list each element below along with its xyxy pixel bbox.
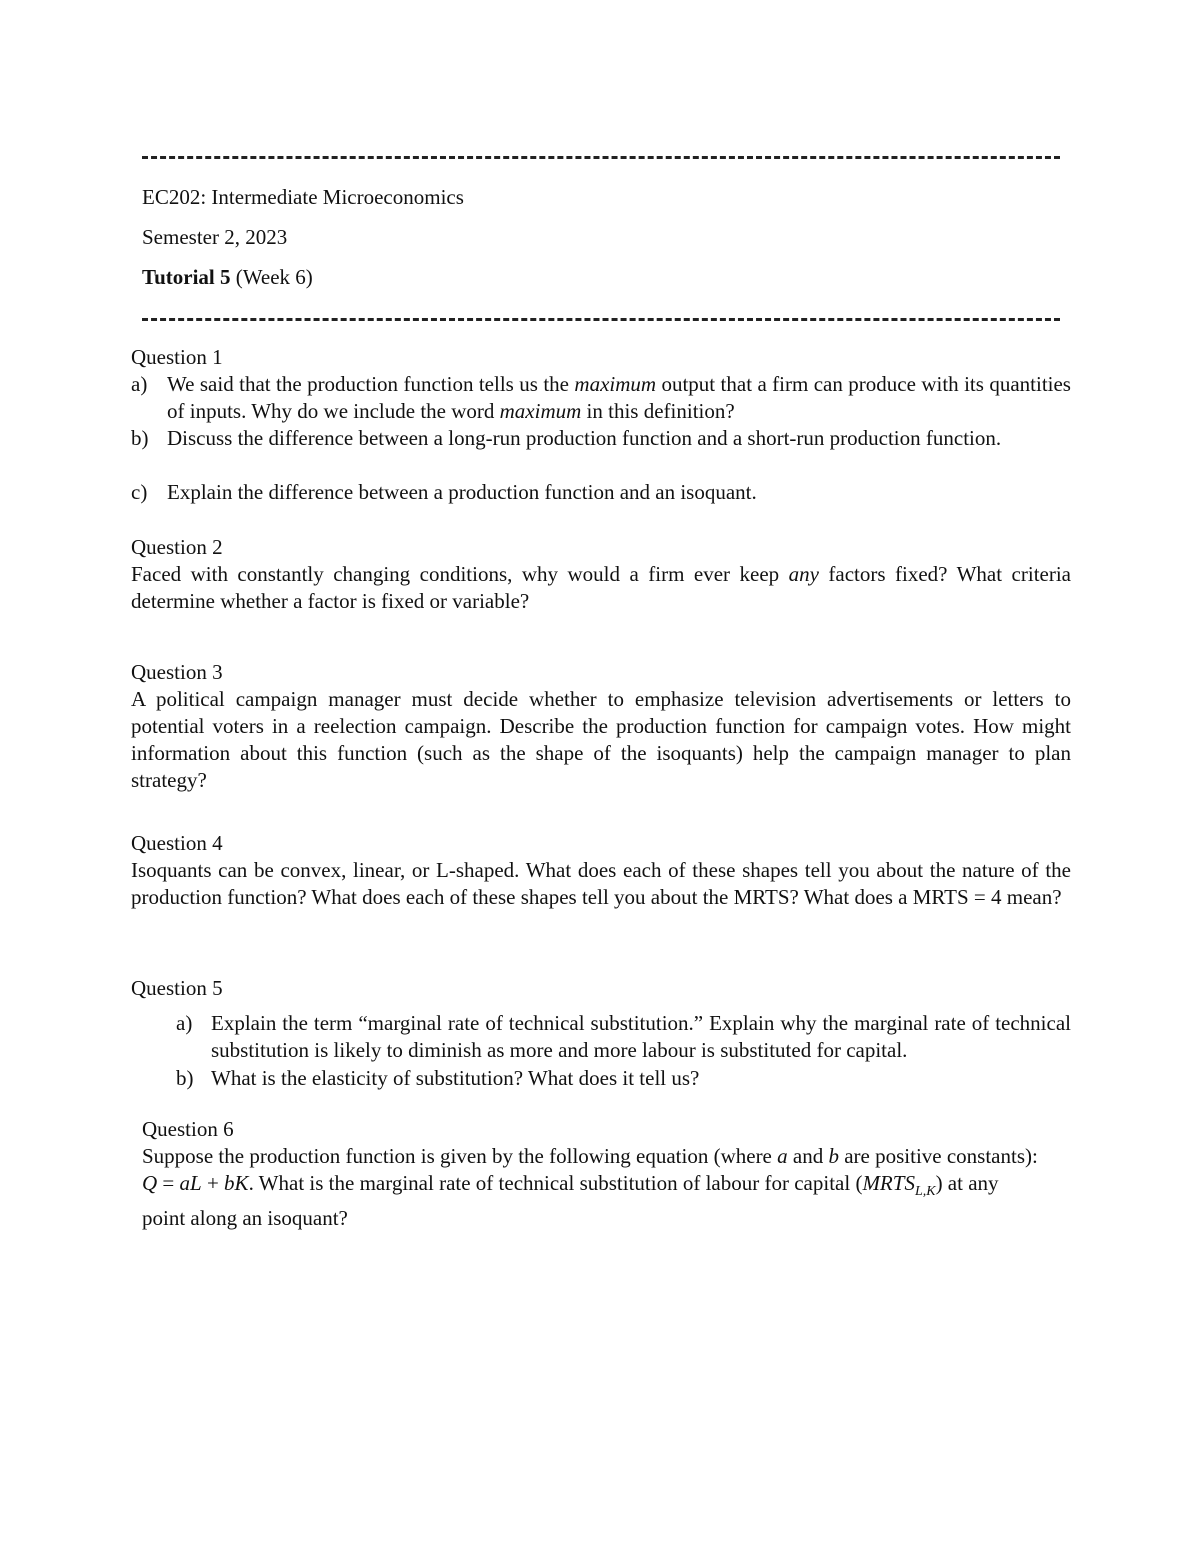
q1-c-text: Explain the difference between a production function and an isoquant. xyxy=(167,480,757,504)
question-3-title: Question 3 xyxy=(131,660,223,684)
question-3-text: A political campaign manager must decide whether to emphasize television advertisements or letters to potential voters in a reelection campaign. Describe the production function for campaign votes. How might information about this function (such as the shape of the isoquants) help the campaign manager to plan strategy? xyxy=(131,687,1071,792)
question-5-title: Question 5 xyxy=(131,976,223,1000)
question-6-title: Question 6 xyxy=(142,1117,234,1141)
q1-c-label: c) xyxy=(131,480,148,504)
question-2-text: Faced with constantly changing conditions, why would a firm ever keep any factors fixed? What criteria determine whether a factor is fixed or variable? xyxy=(131,562,1071,613)
tutorial-heading xyxy=(142,264,313,291)
question-4-text: Isoquants can be convex, linear, or L-shaped. What does each of these shapes tell you about the nature of the production function? What does each of these shapes tell you about the MRTS? What does a MRTS = 4 mean? xyxy=(131,858,1071,909)
q1-b-label: b) xyxy=(131,426,149,450)
q1-a-text: We said that the production function tells us the maximum output that a firm can produce with its quantities of inputs. Why do we include the word maximum in this definition? xyxy=(167,372,1071,423)
semester-label: Semester 2, 2023 xyxy=(142,225,288,249)
tutorial-number: Tutorial 5 xyxy=(142,265,231,289)
bottom-dashed-rule xyxy=(142,318,1060,321)
q1-b-text: Discuss the difference between a long-run production function and a short-run production function. xyxy=(167,426,1002,450)
question-2-title: Question 2 xyxy=(131,535,223,559)
q1-a-label: a) xyxy=(131,372,148,396)
q5-a-label: a) xyxy=(176,1011,193,1035)
q5-b-label: b) xyxy=(176,1066,194,1090)
top-dashed-rule xyxy=(142,156,1060,159)
course-title: EC202: Intermediate Microeconomics xyxy=(142,185,464,209)
tutorial-week: (Week 6) xyxy=(230,265,313,289)
q5-a-text: Explain the term “marginal rate of technical substitution.” Explain why the marginal rate of technical substitution is likely to diminish as more and more labour is substituted for capital. xyxy=(211,1011,1071,1062)
question-6-text: Suppose the production function is given by the following equation (where a and b are positive constants): Q = aL + bK. What is the marginal rate of technical substitution of labour for capital $(MRTS_{L,K})$ at any point along an isoquant? xyxy=(142,1144,1038,1231)
q5-b-text: What is the elasticity of substitution? What does it tell us? xyxy=(211,1066,700,1090)
question-4-title: Question 4 xyxy=(131,831,223,855)
question-1-title: Question 1 xyxy=(131,345,223,369)
